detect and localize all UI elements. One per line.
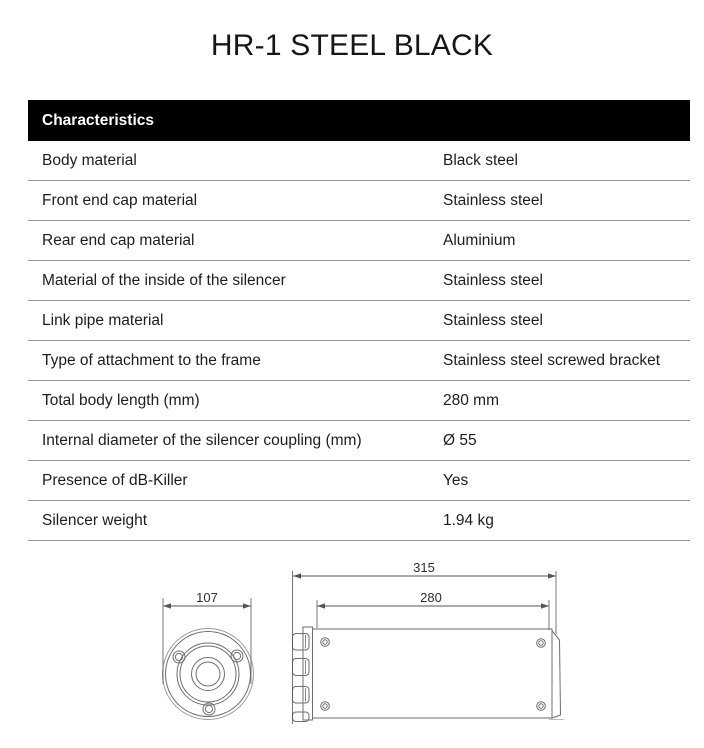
side-bolt-2 (293, 659, 310, 676)
arrow-left (163, 603, 171, 608)
front-view (163, 629, 254, 720)
row-value: Aluminium (443, 231, 516, 249)
dimension-280 (317, 590, 549, 630)
row-value: 280 mm (443, 391, 499, 409)
dim-label-280: 280 (420, 590, 442, 605)
table-row (28, 461, 690, 501)
table-row (28, 181, 690, 221)
arrow-right (548, 573, 556, 578)
dim-label-107: 107 (196, 590, 218, 605)
dimension-315 (293, 560, 557, 724)
row-label: Type of attachment to the frame (42, 351, 261, 369)
side-view (293, 627, 565, 722)
rivet-bottom-right-inner (539, 704, 543, 708)
row-label: Total body length (mm) (42, 391, 200, 409)
table-row (28, 301, 690, 341)
row-label: Silencer weight (42, 511, 148, 529)
table-row (28, 341, 690, 381)
side-bolt-1 (293, 634, 310, 651)
row-value: Stainless steel (443, 271, 543, 289)
row-value: Stainless steel (443, 191, 543, 209)
page-title: HR-1 STEEL BLACK (210, 29, 494, 63)
arrow-left (317, 603, 325, 608)
rivet-bottom-left-inner (323, 704, 327, 708)
row-label: Front end cap material (42, 191, 198, 209)
row-label: Rear end cap material (42, 231, 195, 249)
row-value: Yes (443, 471, 469, 489)
row-value: Stainless steel (443, 311, 543, 329)
row-label: Material of the inside of the silencer (42, 271, 286, 289)
side-body (313, 629, 553, 718)
dim-label-315: 315 (413, 560, 435, 575)
row-label: Internal diameter of the silencer coupling (mm) (42, 431, 362, 449)
table-row (28, 381, 690, 421)
row-label: Link pipe material (42, 311, 164, 329)
table-body (28, 141, 690, 541)
rivet-top-left (321, 638, 330, 647)
row-label: Presence of dB-Killer (42, 471, 188, 489)
rivet-top-right-inner (539, 641, 543, 645)
front-outer-circle (166, 632, 251, 717)
rivet-bottom-right (537, 702, 546, 711)
table-row (28, 501, 690, 541)
characteristics-table (28, 100, 690, 541)
front-face-ring-outer (177, 643, 239, 705)
arrow-left (293, 573, 301, 578)
row-value: Stainless steel screwed bracket (443, 351, 661, 369)
front-bolt-upper-left (173, 651, 185, 663)
technical-drawing (0, 548, 704, 748)
side-bolt-3 (293, 687, 310, 704)
side-front-cap (303, 627, 313, 720)
arrow-right (541, 603, 549, 608)
silencer-dimension-drawing (0, 548, 704, 748)
front-bolt-upper-right-inner (233, 652, 240, 659)
table-row (28, 421, 690, 461)
rivet-top-left-inner (323, 640, 327, 644)
rivet-bottom-left (321, 702, 330, 711)
dimension-107 (163, 590, 251, 684)
side-rear-cap (552, 631, 561, 718)
rivet-top-right (537, 639, 546, 648)
table-header (28, 100, 690, 141)
front-bolt-bottom-inner (205, 705, 212, 712)
row-value: Black steel (443, 151, 518, 169)
table-row (28, 261, 690, 301)
row-value: Ø 55 (443, 431, 477, 449)
arrow-right (243, 603, 251, 608)
table-row (28, 221, 690, 261)
front-face-ring-inner (180, 646, 236, 702)
row-value: 1.94 kg (443, 511, 494, 529)
row-label: Body material (42, 151, 137, 169)
front-center-hole (196, 662, 220, 686)
table-row (28, 141, 690, 181)
table-header-label: Characteristics (42, 111, 155, 129)
